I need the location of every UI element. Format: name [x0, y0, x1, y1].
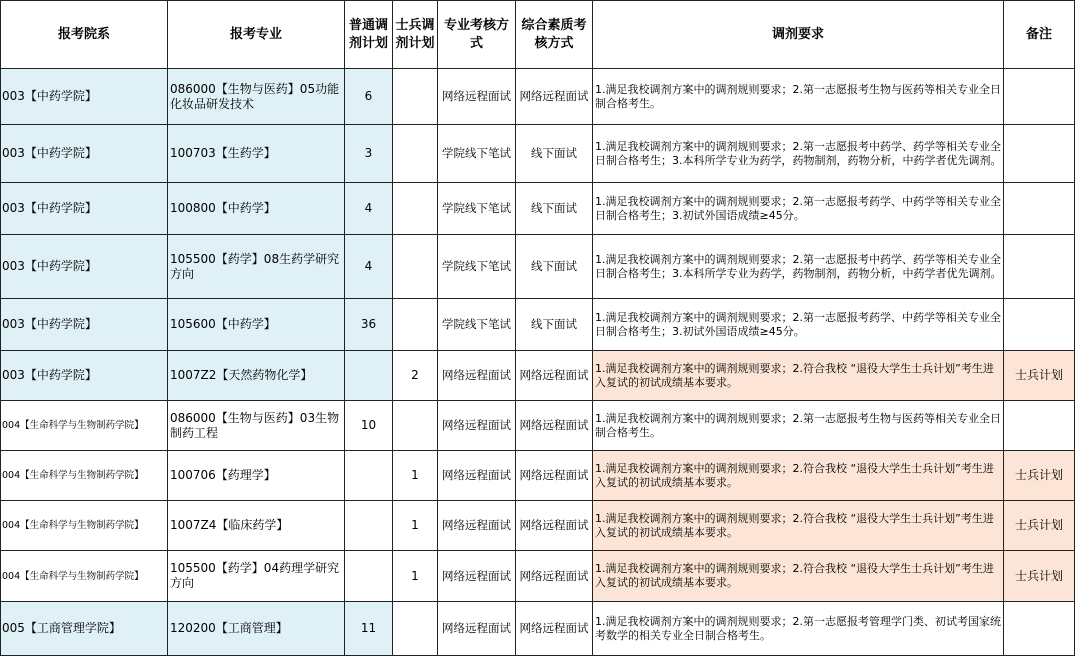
major-exam-cell: 学院线下笔试 — [438, 299, 516, 351]
general-plan-cell: 3 — [345, 125, 393, 183]
major-cell: 1007Z2【天然药物化学】 — [168, 351, 345, 401]
general-plan-cell: 6 — [345, 69, 393, 125]
comprehensive-exam-cell: 网络远程面试 — [516, 551, 593, 602]
major-exam-cell: 网络远程面试 — [438, 401, 516, 451]
note-cell — [1004, 602, 1075, 656]
general-plan-cell — [345, 501, 393, 551]
soldier-plan-cell: 1 — [393, 501, 438, 551]
general-plan-cell: 10 — [345, 401, 393, 451]
header-row — [1, 1, 1075, 69]
major-cell: 120200【工商管理】 — [168, 602, 345, 656]
college-cell: 003【中药学院】 — [1, 69, 168, 125]
major-cell: 100800【中药学】 — [168, 183, 345, 235]
note-cell — [1004, 69, 1075, 125]
comprehensive-exam-cell: 网络远程面试 — [516, 69, 593, 125]
requirements-cell: 1.满足我校调剂方案中的调剂规则要求；2.第一志愿报考药学、中药学等相关专业全日制合格考生；3.初试外国语成绩≥45分。 — [593, 299, 1004, 351]
general-plan-cell — [345, 451, 393, 501]
comprehensive-exam-cell: 网络远程面试 — [516, 451, 593, 501]
requirements-cell: 1.满足我校调剂方案中的调剂规则要求；2.第一志愿报考药学、中药学等相关专业全日制合格考生；3.初试外国语成绩≥45分。 — [593, 183, 1004, 235]
college-cell: 004【生命科学与生物制药学院】 — [1, 501, 168, 551]
requirements-cell: 1.满足我校调剂方案中的调剂规则要求；2.符合我校 “退役大学生士兵计划”考生进入复试的初试成绩基本要求。 — [593, 551, 1004, 602]
comprehensive-exam-cell: 网络远程面试 — [516, 351, 593, 401]
major-cell: 105500【药学】08生药学研究方向 — [168, 235, 345, 299]
comprehensive-exam-cell: 网络远程面试 — [516, 602, 593, 656]
major-exam-cell: 网络远程面试 — [438, 351, 516, 401]
soldier-plan-cell — [393, 235, 438, 299]
major-cell: 086000【生物与医药】03生物制药工程 — [168, 401, 345, 451]
comprehensive-exam-cell: 线下面试 — [516, 299, 593, 351]
soldier-plan-cell — [393, 183, 438, 235]
note-cell — [1004, 235, 1075, 299]
soldier-plan-cell: 1 — [393, 451, 438, 501]
requirements-cell: 1.满足我校调剂方案中的调剂规则要求；2.第一志愿报考中药学、药学等相关专业全日制合格考生；3.本科所学专业为药学，药物制剂，药物分析，中药学者优先调剂。 — [593, 125, 1004, 183]
note-cell: 士兵计划 — [1004, 501, 1075, 551]
general-plan-cell: 4 — [345, 235, 393, 299]
note-cell — [1004, 125, 1075, 183]
college-cell: 003【中药学院】 — [1, 235, 168, 299]
college-cell: 003【中药学院】 — [1, 183, 168, 235]
major-cell: 086000【生物与医药】05功能化妆品研发技术 — [168, 69, 345, 125]
requirements-cell: 1.满足我校调剂方案中的调剂规则要求；2.符合我校 “退役大学生士兵计划”考生进入复试的初试成绩基本要求。 — [593, 501, 1004, 551]
note-cell: 士兵计划 — [1004, 551, 1075, 602]
major-exam-cell: 网络远程面试 — [438, 451, 516, 501]
comprehensive-exam-cell: 线下面试 — [516, 125, 593, 183]
table-row — [1, 299, 1075, 351]
note-cell — [1004, 299, 1075, 351]
note-cell — [1004, 183, 1075, 235]
header-major: 报考专业 — [168, 1, 345, 69]
soldier-plan-cell — [393, 69, 438, 125]
major-exam-cell: 网络远程面试 — [438, 501, 516, 551]
major-exam-cell: 学院线下笔试 — [438, 125, 516, 183]
table-row — [1, 125, 1075, 183]
general-plan-cell: 36 — [345, 299, 393, 351]
header-plan-general: 普通调剂计划 — [345, 1, 393, 69]
major-cell: 100703【生药学】 — [168, 125, 345, 183]
general-plan-cell: 11 — [345, 602, 393, 656]
note-cell: 士兵计划 — [1004, 351, 1075, 401]
requirements-cell: 1.满足我校调剂方案中的调剂规则要求；2.第一志愿报考管理学门类、初试考国家统考数学的相关专业全日制合格考生。 — [593, 602, 1004, 656]
note-cell: 士兵计划 — [1004, 451, 1075, 501]
major-cell: 1007Z4【临床药学】 — [168, 501, 345, 551]
major-cell: 105600【中药学】 — [168, 299, 345, 351]
comprehensive-exam-cell: 线下面试 — [516, 183, 593, 235]
header-notes: 备注 — [1004, 1, 1075, 69]
college-cell: 003【中药学院】 — [1, 351, 168, 401]
header-college: 报考院系 — [1, 1, 168, 69]
table-row — [1, 351, 1075, 401]
major-cell: 100706【药理学】 — [168, 451, 345, 501]
major-exam-cell: 网络远程面试 — [438, 602, 516, 656]
comprehensive-exam-cell: 网络远程面试 — [516, 501, 593, 551]
general-plan-cell: 4 — [345, 183, 393, 235]
college-cell: 004【生命科学与生物制药学院】 — [1, 551, 168, 602]
college-cell: 003【中药学院】 — [1, 125, 168, 183]
college-cell: 004【生命科学与生物制药学院】 — [1, 451, 168, 501]
soldier-plan-cell: 1 — [393, 551, 438, 602]
soldier-plan-cell — [393, 299, 438, 351]
table-row — [1, 401, 1075, 451]
college-cell: 003【中药学院】 — [1, 299, 168, 351]
header-plan-soldier: 士兵调剂计划 — [393, 1, 438, 69]
major-exam-cell: 学院线下笔试 — [438, 183, 516, 235]
soldier-plan-cell — [393, 602, 438, 656]
requirements-cell: 1.满足我校调剂方案中的调剂规则要求；2.第一志愿报考生物与医药等相关专业全日制合格考生。 — [593, 401, 1004, 451]
table-row — [1, 551, 1075, 602]
header-major-exam: 专业考核方式 — [438, 1, 516, 69]
general-plan-cell — [345, 351, 393, 401]
general-plan-cell — [345, 551, 393, 602]
header-requirements: 调剂要求 — [593, 1, 1004, 69]
soldier-plan-cell — [393, 401, 438, 451]
soldier-plan-cell: 2 — [393, 351, 438, 401]
soldier-plan-cell — [393, 125, 438, 183]
table-row — [1, 602, 1075, 656]
table-row — [1, 451, 1075, 501]
college-cell: 004【生命科学与生物制药学院】 — [1, 401, 168, 451]
college-cell: 005【工商管理学院】 — [1, 602, 168, 656]
table-row — [1, 69, 1075, 125]
comprehensive-exam-cell: 线下面试 — [516, 235, 593, 299]
table-row — [1, 183, 1075, 235]
table-row — [1, 501, 1075, 551]
requirements-cell: 1.满足我校调剂方案中的调剂规则要求；2.符合我校 “退役大学生士兵计划”考生进入复试的初试成绩基本要求。 — [593, 351, 1004, 401]
major-exam-cell: 网络远程面试 — [438, 69, 516, 125]
requirements-cell: 1.满足我校调剂方案中的调剂规则要求；2.符合我校 “退役大学生士兵计划”考生进入复试的初试成绩基本要求。 — [593, 451, 1004, 501]
table-row — [1, 235, 1075, 299]
header-comprehensive-exam: 综合素质考核方式 — [516, 1, 593, 69]
requirements-cell: 1.满足我校调剂方案中的调剂规则要求；2.第一志愿报考中药学、药学等相关专业全日制合格考生；3.本科所学专业为药学，药物制剂，药物分析，中药学者优先调剂。 — [593, 235, 1004, 299]
requirements-cell: 1.满足我校调剂方案中的调剂规则要求；2.第一志愿报考生物与医药等相关专业全日制合格考生。 — [593, 69, 1004, 125]
major-cell: 105500【药学】04药理学研究方向 — [168, 551, 345, 602]
note-cell — [1004, 401, 1075, 451]
major-exam-cell: 学院线下笔试 — [438, 235, 516, 299]
comprehensive-exam-cell: 网络远程面试 — [516, 401, 593, 451]
major-exam-cell: 网络远程面试 — [438, 551, 516, 602]
